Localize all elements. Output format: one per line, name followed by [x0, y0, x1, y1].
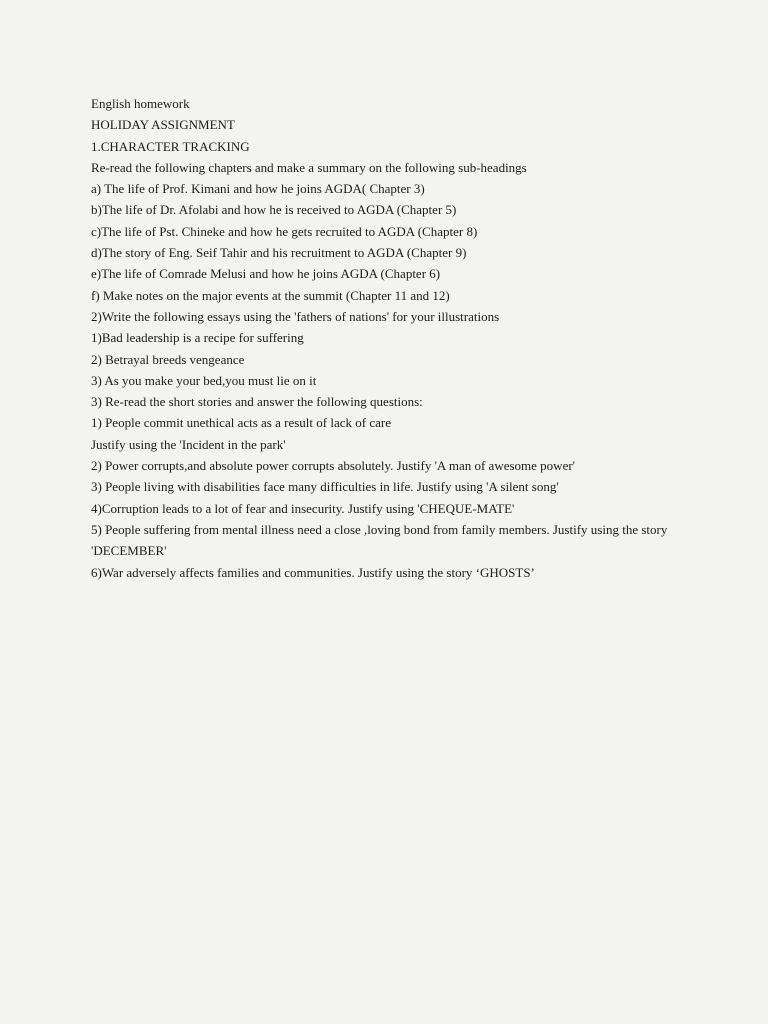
list-item: 2) Betrayal breeds vengeance	[91, 351, 245, 367]
list-item: 3) As you make your bed,you must lie on it	[91, 372, 317, 388]
document-title: English homework	[91, 96, 190, 111]
list-item: e)The life of Comrade Melusi and how he joins AGDA (Chapter 6)	[91, 266, 441, 282]
list-item: 1) People commit unethical acts as a result of lack of care	[91, 415, 391, 431]
list-item: 2) Power corrupts,and absolute power corrupts absolutely. Justify 'A man of awesome power'	[91, 458, 576, 474]
assignment-heading: HOLIDAY ASSIGNMENT	[91, 117, 235, 133]
instruction-line: Re-read the following chapters and make a summary on the following sub-headings	[91, 159, 527, 175]
list-item-continuation: Justify using the 'Incident in the park'	[91, 436, 286, 452]
list-item: b)The life of Dr. Afolabi and how he is received to AGDA (Chapter 5)	[91, 202, 457, 218]
list-item: 3) People living with disabilities face many difficulties in life. Justify using 'A silent song'	[91, 479, 559, 495]
section-heading-short-stories: 3) Re-read the short stories and answer the following questions:	[91, 394, 423, 410]
list-item: 6)War adversely affects families and communities. Justify using the story ‘GHOSTS’	[91, 564, 535, 580]
document-body	[91, 93, 691, 583]
list-item: f) Make notes on the major events at the summit (Chapter 11 and 12)	[91, 287, 450, 303]
section-heading-essays: 2)Write the following essays using the 'fathers of nations' for your illustrations	[91, 308, 500, 324]
list-item: c)The life of Pst. Chineke and how he gets recruited to AGDA (Chapter 8)	[91, 223, 478, 239]
section-heading-character-tracking: 1.CHARACTER TRACKING	[91, 138, 250, 154]
list-item: d)The story of Eng. Seif Tahir and his recruitment to AGDA (Chapter 9)	[91, 245, 467, 261]
list-item: 1)Bad leadership is a recipe for suffering	[91, 330, 304, 346]
list-item: 4)Corruption leads to a lot of fear and insecurity. Justify using 'CHEQUE-MATE'	[91, 500, 515, 516]
list-item: 5) People suffering from mental illness need a close ,loving bond from family members. Justify using the story 'DECEMBER'	[91, 521, 668, 559]
list-item: a) The life of Prof. Kimani and how he joins AGDA( Chapter 3)	[91, 181, 425, 197]
